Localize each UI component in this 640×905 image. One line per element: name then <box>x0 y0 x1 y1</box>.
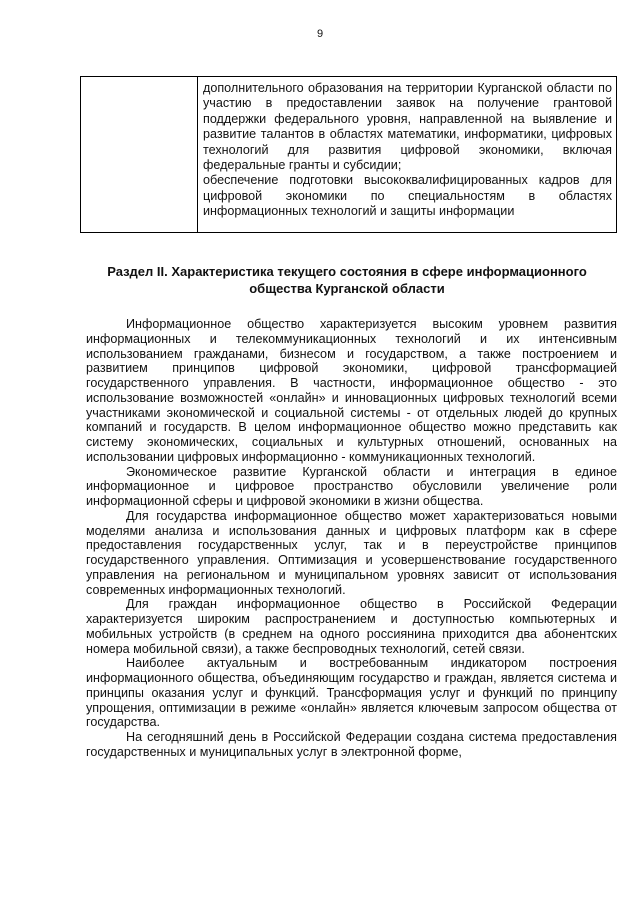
table-cell-text <box>198 77 616 232</box>
section-heading: Раздел II. Характеристика текущего состояния в сфере информационного общества Курганской области <box>107 264 587 296</box>
table-cell-empty <box>81 77 198 232</box>
body-paragraph: Информационное общество характеризуется высоким уровнем развития информационных и телекоммуникационных технологий и их интенсивным использованием гражданами, бизнесом и государством, а также построением и развитием принципов цифровой экономики, цифровой трансформацией государственного управления. В частности, информационное общество - это использование возможностей «онлайн» и инновационных цифровых технологий всеми участниками экономической и социальной системы - от отдельных людей до крупных компаний и государств. В целом информационное общество можно представить как систему экономических, социальных и культурных отношений, основанных на использовании цифровых информационно - коммуникационных технологий. <box>86 317 617 464</box>
plan-table-fragment <box>80 76 617 233</box>
section-body <box>86 317 617 760</box>
body-paragraph: На сегодняшний день в Российской Федерации создана система предоставления государственных и муниципальных услуг в электронной форме, <box>86 730 617 759</box>
body-paragraph: Наиболее актуальным и востребованным индикатором построения информационного общества, объединяющим государство и граждан, является система и принципы оказания услуг и функций. Трансформация услуг и функций по принципу упрощения, оптимизации в режиме «онлайн» является ключевым запросом общества от государства. <box>86 656 617 730</box>
body-paragraph: Для государства информационное общество может характеризоваться новыми моделями анализа и использования данных и цифровых платформ как в сфере предоставления государственных услуг, так и в переустройстве принципов государственного управления. Оптимизация и усовершенствование государственного управления на региональном и муниципальном уровнях зависит от использования современных информационных технологий. <box>86 508 617 597</box>
body-paragraph: Экономическое развитие Курганской области и интеграция в единое информационное и цифровое пространство обусловили увеличение роли информационной сферы и цифровой экономики в жизни общества. <box>86 464 617 508</box>
page-number: 9 <box>316 28 324 40</box>
body-paragraph: Для граждан информационное общество в Российской Федерации характеризуется широким распространением и доступностью компьютерных и мобильных устройств (в среднем на одного россиянина приходится два абонентских номера мобильной связи), а также беспроводных технологий, сетей связи. <box>86 597 617 656</box>
table-paragraph: обеспечение подготовки высококвалифицированных кадров для цифровой экономики по специальностям в областях информационных технологий и защиты информации <box>203 173 612 219</box>
table-paragraph: дополнительного образования на территории Курганской области по участию в предоставлении заявок на получение грантовой поддержки федерального уровня, направленной на выявление и развитие талантов в областях математики, информатики, цифровых технологий для развития цифровой экономики, включая федеральные гранты и субсидии; <box>203 81 612 173</box>
